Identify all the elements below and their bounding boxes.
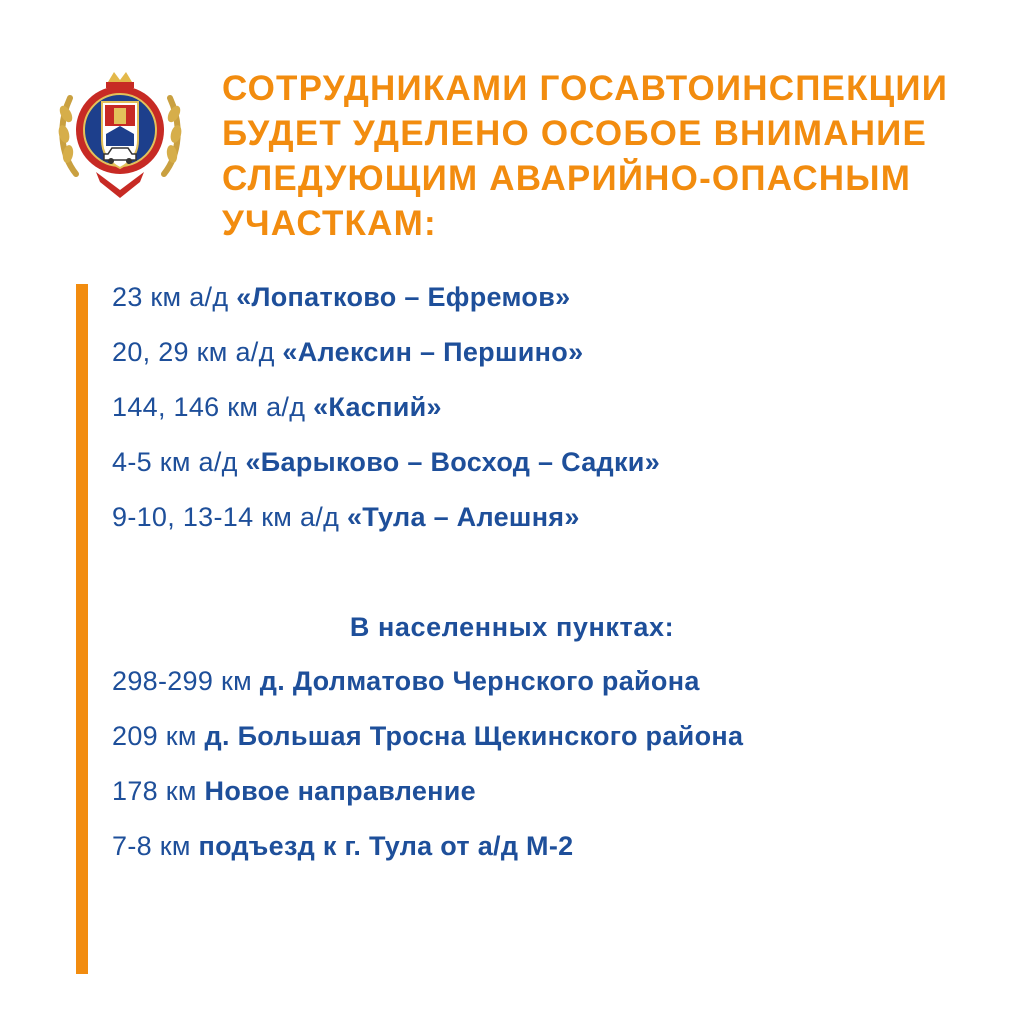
highway-name: «Каспий» [313, 392, 442, 422]
settlement-item [112, 771, 476, 811]
highway-name: «Алексин – Першино» [282, 337, 584, 367]
highway-km: 144, 146 км а/д [112, 392, 314, 422]
settlement-name: д. Долматово Чернского района [259, 666, 700, 696]
settlement-item [112, 661, 700, 701]
settlement-name: Новое направление [204, 776, 476, 806]
settlement-km: 298-299 км [112, 666, 260, 696]
settlement-name: подъезд к г. Тула от а/д М-2 [198, 831, 574, 861]
settlement-name: д. Большая Тросна Щекинского района [204, 721, 744, 751]
settlement-km: 7-8 км [112, 831, 199, 861]
traffic-police-emblem-icon [56, 64, 184, 204]
headline-line-1: СОТРУДНИКАМИ ГОСАВТОИНСПЕКЦИИ [222, 69, 949, 108]
headline-line-4: УЧАСТКАМ: [222, 204, 437, 243]
settlement-km: 209 км [112, 721, 205, 751]
highway-km: 4-5 км а/д [112, 447, 246, 477]
settlement-km: 178 км [112, 776, 205, 806]
highway-item [112, 387, 442, 427]
headline-line-3: СЛЕДУЮЩИМ АВАРИЙНО-ОПАСНЫМ [222, 159, 912, 198]
headline [222, 66, 1022, 246]
highway-item [112, 497, 580, 537]
settlement-item [112, 716, 743, 756]
highway-km: 23 км а/д [112, 282, 237, 312]
settlements-heading: В населенных пунктах: [349, 612, 675, 642]
highway-item [112, 442, 660, 482]
highway-name: «Тула – Алешня» [346, 502, 580, 532]
highway-km: 9-10, 13-14 км а/д [112, 502, 347, 532]
highway-name: «Лопатково – Ефремов» [236, 282, 571, 312]
settlement-item [112, 826, 573, 866]
highway-name: «Барыково – Восход – Садки» [245, 447, 661, 477]
accent-bar [76, 284, 88, 974]
headline-line-2: БУДЕТ УДЕЛЕНО ОСОБОЕ ВНИМАНИЕ [222, 114, 928, 153]
highway-km: 20, 29 км а/д [112, 337, 283, 367]
highway-item [112, 332, 583, 372]
highway-item [112, 277, 570, 317]
